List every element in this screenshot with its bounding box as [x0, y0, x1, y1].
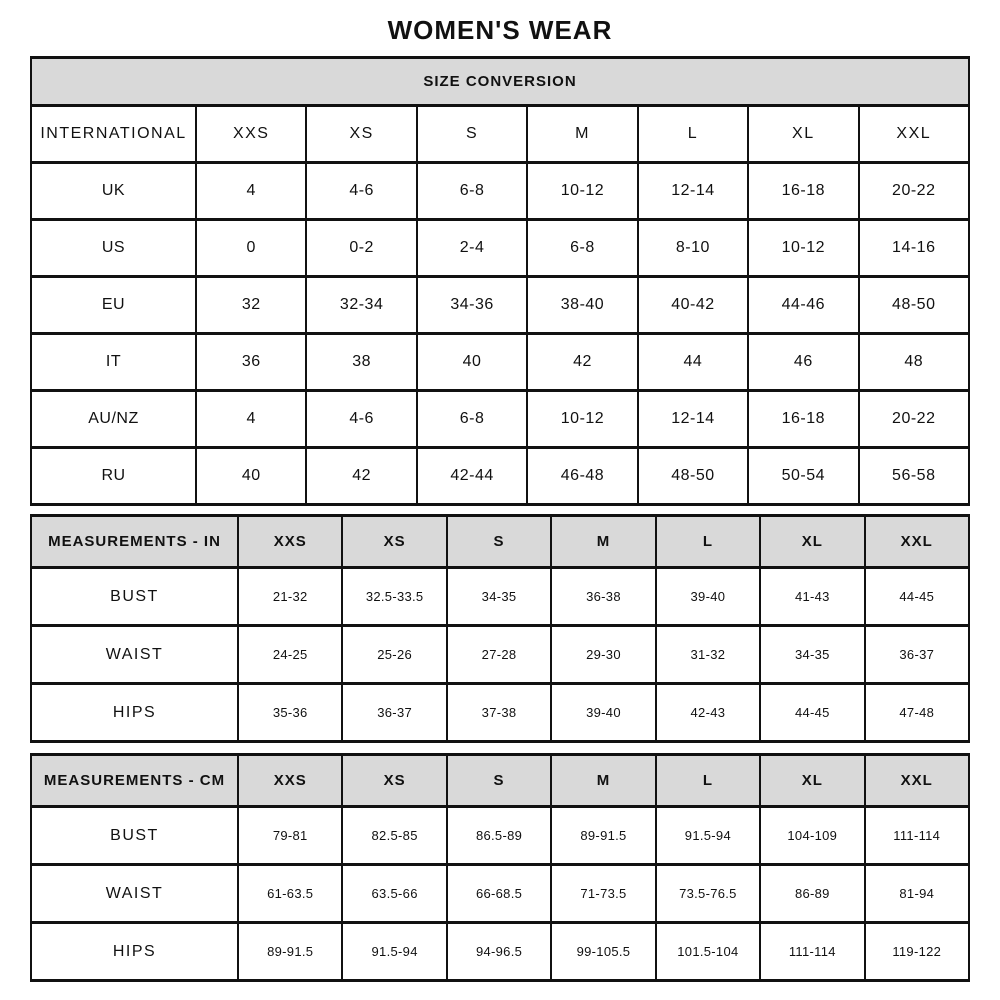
measurement-value-cell: 31-32: [656, 626, 760, 684]
page-title: WOMEN'S WEAR: [387, 15, 613, 45]
row-label-waist: WAIST: [31, 626, 238, 684]
row-label-us: US: [31, 220, 196, 277]
measurement-value-cell: 34-35: [760, 626, 864, 684]
measurement-value-cell: 27-28: [447, 626, 551, 684]
size-value-cell: 44: [638, 334, 748, 391]
measurement-value-cell: 63.5-66: [342, 865, 446, 923]
measurement-value-cell: 42-43: [656, 684, 760, 742]
size-value-cell: 12-14: [638, 163, 748, 220]
row-label-hips: HIPS: [31, 684, 238, 742]
column-header-xs: XS: [342, 516, 446, 568]
table-row-ru: [31, 448, 969, 505]
size-value-cell: 10-12: [527, 163, 637, 220]
measurements-in-table: [30, 514, 970, 743]
size-conversion-table: [30, 56, 970, 506]
size-value-cell: 6-8: [417, 391, 527, 448]
measurement-value-cell: 44-45: [865, 568, 969, 626]
row-label-hips: HIPS: [31, 923, 238, 981]
size-conversion-title: SIZE CONVERSION: [31, 58, 969, 106]
measurement-value-cell: 101.5-104: [656, 923, 760, 981]
measurement-value-cell: 91.5-94: [342, 923, 446, 981]
measurement-value-cell: 36-37: [342, 684, 446, 742]
row-label-ru: RU: [31, 448, 196, 505]
measurement-value-cell: 81-94: [865, 865, 969, 923]
measurement-value-cell: 119-122: [865, 923, 969, 981]
measurement-value-cell: 111-114: [865, 807, 969, 865]
size-value-cell: 4: [196, 391, 306, 448]
measurement-value-cell: 89-91.5: [238, 923, 342, 981]
measurement-value-cell: 82.5-85: [342, 807, 446, 865]
size-value-cell: 38: [306, 334, 416, 391]
measurements-cm-table: [30, 753, 970, 982]
size-value-cell: 46-48: [527, 448, 637, 505]
column-header-xs: XS: [342, 755, 446, 807]
measurement-value-cell: 86-89: [760, 865, 864, 923]
measurement-value-cell: 24-25: [238, 626, 342, 684]
table-row-waist-cm: [31, 865, 969, 923]
row-label-waist: WAIST: [31, 865, 238, 923]
size-value-cell: 48-50: [859, 277, 969, 334]
measurement-value-cell: 39-40: [551, 684, 655, 742]
column-header-xs: XS: [306, 106, 416, 163]
table-row-uk: [31, 163, 969, 220]
column-header-l: L: [656, 516, 760, 568]
table-row-hips-cm: [31, 923, 969, 981]
table-row-it: [31, 334, 969, 391]
measurement-value-cell: 25-26: [342, 626, 446, 684]
size-value-cell: 14-16: [859, 220, 969, 277]
size-value-cell: 48: [859, 334, 969, 391]
column-header-l: L: [638, 106, 748, 163]
measurement-value-cell: 79-81: [238, 807, 342, 865]
size-value-cell: 42-44: [417, 448, 527, 505]
size-value-cell: 40-42: [638, 277, 748, 334]
size-value-cell: 12-14: [638, 391, 748, 448]
measurement-value-cell: 39-40: [656, 568, 760, 626]
size-value-cell: 56-58: [859, 448, 969, 505]
column-header-xxl: XXL: [865, 516, 969, 568]
column-header-measurements-in: MEASUREMENTS - IN: [31, 516, 238, 568]
size-value-cell: 4-6: [306, 391, 416, 448]
measurement-value-cell: 104-109: [760, 807, 864, 865]
measurement-value-cell: 21-32: [238, 568, 342, 626]
row-label-bust: BUST: [31, 807, 238, 865]
size-value-cell: 16-18: [748, 391, 858, 448]
measurement-value-cell: 73.5-76.5: [656, 865, 760, 923]
column-header-measurements-cm: MEASUREMENTS - CM: [31, 755, 238, 807]
table-row-us: [31, 220, 969, 277]
column-header-s: S: [447, 516, 551, 568]
size-value-cell: 40: [417, 334, 527, 391]
size-value-cell: 0: [196, 220, 306, 277]
measurements-cm-header-row: [31, 755, 969, 807]
size-value-cell: 6-8: [527, 220, 637, 277]
size-value-cell: 38-40: [527, 277, 637, 334]
measurement-value-cell: 34-35: [447, 568, 551, 626]
measurement-value-cell: 99-105.5: [551, 923, 655, 981]
size-value-cell: 42: [306, 448, 416, 505]
measurement-value-cell: 91.5-94: [656, 807, 760, 865]
measurement-value-cell: 36-37: [865, 626, 969, 684]
column-header-xxl: XXL: [859, 106, 969, 163]
measurement-value-cell: 111-114: [760, 923, 864, 981]
size-conversion-title-row: [31, 58, 969, 106]
measurement-value-cell: 35-36: [238, 684, 342, 742]
column-header-xxs: XXS: [238, 755, 342, 807]
size-conversion-header-row: [31, 106, 969, 163]
column-header-m: M: [551, 516, 655, 568]
table-row-waist-in: [31, 626, 969, 684]
column-header-xl: XL: [760, 516, 864, 568]
row-label-eu: EU: [31, 277, 196, 334]
measurement-value-cell: 29-30: [551, 626, 655, 684]
size-value-cell: 4: [196, 163, 306, 220]
row-label-it: IT: [31, 334, 196, 391]
measurement-value-cell: 61-63.5: [238, 865, 342, 923]
column-header-s: S: [447, 755, 551, 807]
column-header-s: S: [417, 106, 527, 163]
row-label-uk: UK: [31, 163, 196, 220]
column-header-xxl: XXL: [865, 755, 969, 807]
column-header-international: INTERNATIONAL: [31, 106, 196, 163]
size-value-cell: 20-22: [859, 163, 969, 220]
table-row-hips-in: [31, 684, 969, 742]
size-value-cell: 48-50: [638, 448, 748, 505]
size-value-cell: 16-18: [748, 163, 858, 220]
size-value-cell: 10-12: [748, 220, 858, 277]
measurement-value-cell: 47-48: [865, 684, 969, 742]
size-value-cell: 32: [196, 277, 306, 334]
table-row-eu: [31, 277, 969, 334]
measurement-value-cell: 71-73.5: [551, 865, 655, 923]
row-label-aunz: AU/NZ: [31, 391, 196, 448]
size-value-cell: 42: [527, 334, 637, 391]
size-value-cell: 50-54: [748, 448, 858, 505]
measurement-value-cell: 86.5-89: [447, 807, 551, 865]
measurement-value-cell: 32.5-33.5: [342, 568, 446, 626]
column-header-xxs: XXS: [238, 516, 342, 568]
size-value-cell: 2-4: [417, 220, 527, 277]
size-value-cell: 10-12: [527, 391, 637, 448]
size-value-cell: 32-34: [306, 277, 416, 334]
size-value-cell: 36: [196, 334, 306, 391]
measurements-in-header-row: [31, 516, 969, 568]
measurement-value-cell: 94-96.5: [447, 923, 551, 981]
size-value-cell: 40: [196, 448, 306, 505]
column-header-xxs: XXS: [196, 106, 306, 163]
size-value-cell: 4-6: [306, 163, 416, 220]
column-header-xl: XL: [748, 106, 858, 163]
table-row-aunz: [31, 391, 969, 448]
size-value-cell: 8-10: [638, 220, 748, 277]
size-value-cell: 20-22: [859, 391, 969, 448]
size-value-cell: 0-2: [306, 220, 416, 277]
column-header-l: L: [656, 755, 760, 807]
table-row-bust-in: [31, 568, 969, 626]
measurement-value-cell: 44-45: [760, 684, 864, 742]
size-value-cell: 44-46: [748, 277, 858, 334]
measurement-value-cell: 37-38: [447, 684, 551, 742]
table-row-bust-cm: [31, 807, 969, 865]
measurement-value-cell: 89-91.5: [551, 807, 655, 865]
column-header-xl: XL: [760, 755, 864, 807]
size-value-cell: 46: [748, 334, 858, 391]
column-header-m: M: [551, 755, 655, 807]
measurement-value-cell: 66-68.5: [447, 865, 551, 923]
size-value-cell: 34-36: [417, 277, 527, 334]
column-header-m: M: [527, 106, 637, 163]
measurement-value-cell: 41-43: [760, 568, 864, 626]
row-label-bust: BUST: [31, 568, 238, 626]
measurement-value-cell: 36-38: [551, 568, 655, 626]
size-value-cell: 6-8: [417, 163, 527, 220]
